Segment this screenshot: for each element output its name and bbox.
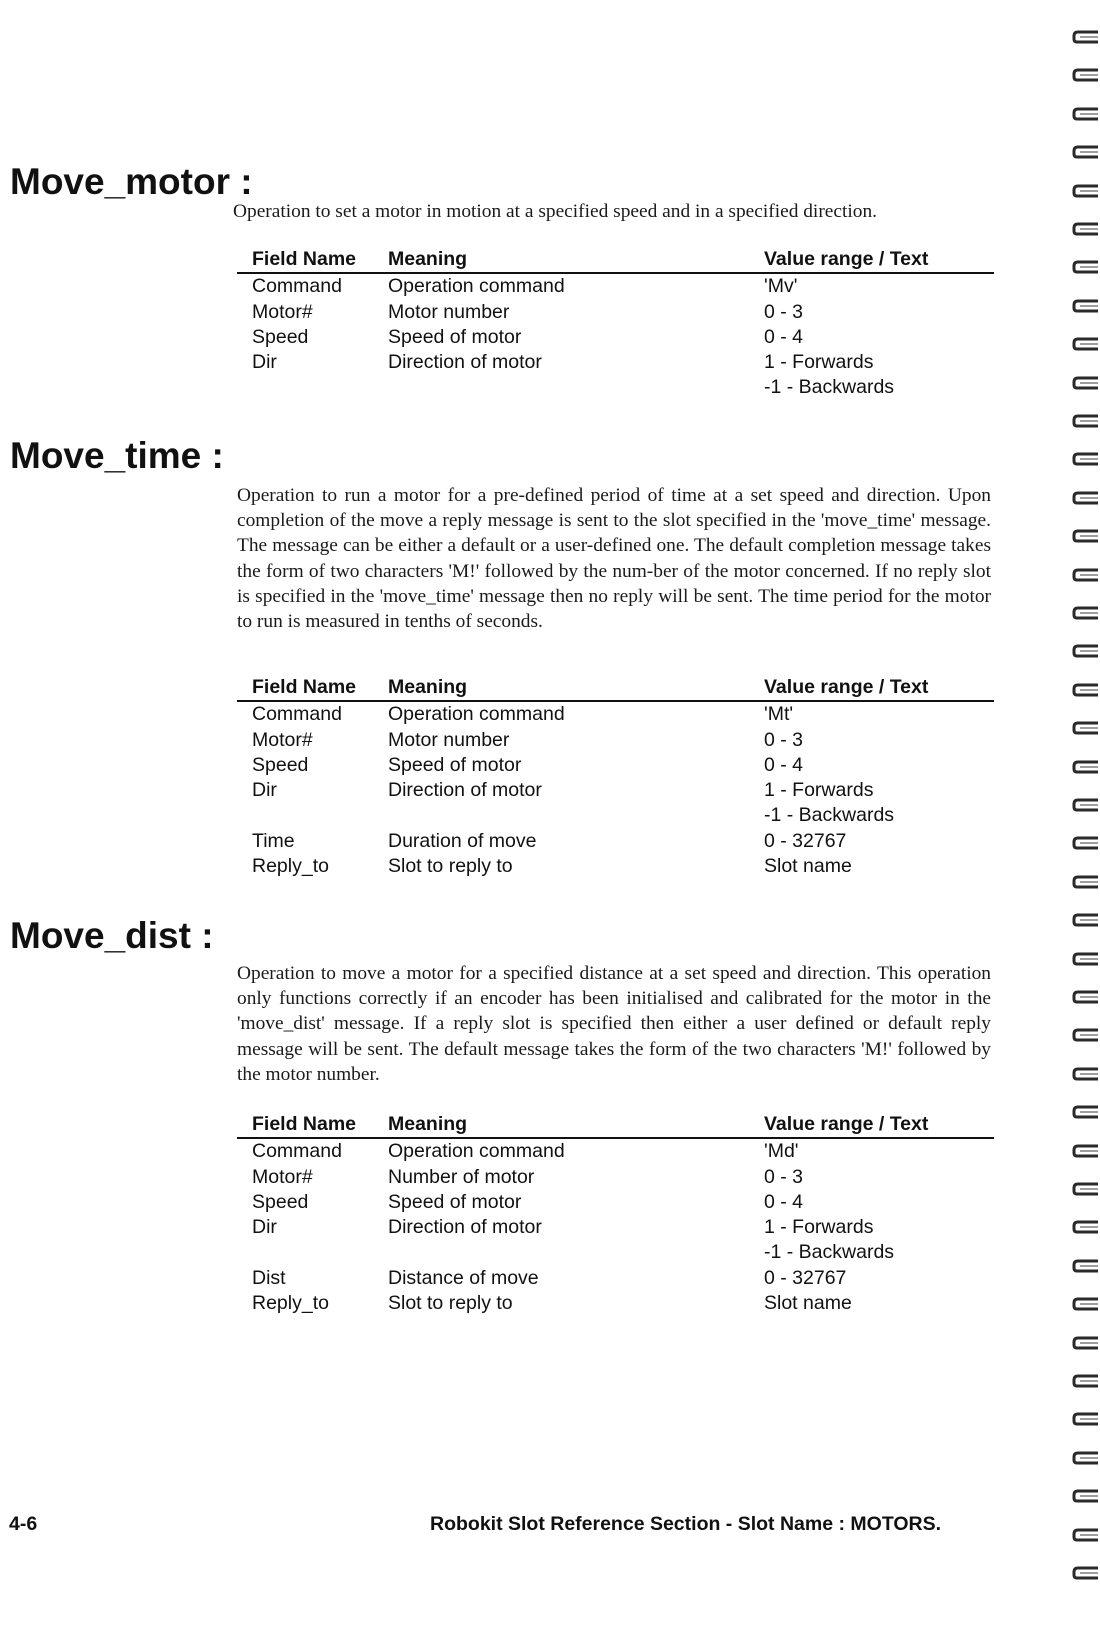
meaning-cell: Motor number — [388, 728, 510, 751]
spiral-binding-ring-icon — [1072, 875, 1098, 889]
value-range-cell: 0 - 32767 — [764, 829, 847, 852]
spiral-binding-ring-icon — [1072, 798, 1098, 812]
meaning-cell: Direction of motor — [388, 779, 542, 802]
section-heading-move-motor: Move_motor : — [10, 161, 253, 202]
spiral-binding-ring-icon — [1072, 1412, 1098, 1426]
value-range-cell: 1 - Forwards — [764, 351, 874, 374]
table-row — [237, 803, 994, 828]
table-row — [237, 854, 994, 879]
value-range-cell: 1 - Forwards — [764, 1216, 874, 1239]
table-row — [237, 829, 994, 854]
spiral-binding-ring-icon — [1072, 1528, 1098, 1542]
meaning-cell: Direction of motor — [388, 1216, 542, 1239]
spiral-binding-ring-icon — [1072, 1259, 1098, 1273]
spiral-binding-ring-icon — [1072, 644, 1098, 658]
value-range-cell: -1 - Backwards — [764, 1241, 895, 1264]
meaning-cell: Distance of move — [388, 1266, 539, 1289]
spiral-binding-ring-icon — [1072, 299, 1098, 313]
field-name-cell: Motor# — [252, 1165, 313, 1188]
field-name-cell: Speed — [252, 753, 309, 776]
field-name-cell: Time — [252, 829, 295, 852]
header-value-range: Value range / Text — [764, 676, 929, 698]
table-row — [237, 1266, 994, 1291]
value-range-cell: 0 - 4 — [764, 753, 804, 776]
meaning-cell: Speed of motor — [388, 753, 522, 776]
header-field-name: Field Name — [252, 1113, 357, 1135]
spiral-binding-ring-icon — [1072, 68, 1098, 82]
section-heading-move-time: Move_time : — [10, 435, 224, 476]
spiral-binding-ring-icon — [1072, 913, 1098, 927]
spiral-binding-ring-icon — [1072, 376, 1098, 390]
table-row — [237, 728, 994, 753]
spiral-binding-ring-icon — [1072, 107, 1098, 121]
value-range-cell: Slot name — [764, 855, 852, 878]
field-table-move-dist — [237, 1112, 994, 1316]
table-row — [237, 702, 994, 727]
field-name-cell: Motor# — [252, 300, 313, 323]
field-name-cell: Speed — [252, 1190, 309, 1213]
table-row — [237, 375, 994, 400]
spiral-binding-ring-icon — [1072, 260, 1098, 274]
spiral-binding-ring-icon — [1072, 414, 1098, 428]
meaning-cell: Operation command — [388, 703, 565, 726]
field-name-cell: Motor# — [252, 728, 313, 751]
table-header-row — [237, 1112, 994, 1137]
spiral-binding-ring-icon — [1072, 1105, 1098, 1119]
table-row — [237, 753, 994, 778]
value-range-cell: -1 - Backwards — [764, 804, 895, 827]
spiral-binding-ring-icon — [1072, 145, 1098, 159]
spiral-binding-ring-icon — [1072, 1182, 1098, 1196]
field-name-cell: Reply_to — [252, 1292, 329, 1315]
spiral-binding-ring-icon — [1072, 990, 1098, 1004]
field-name-cell: Dir — [252, 351, 277, 374]
spiral-binding-ring-icon — [1072, 1297, 1098, 1311]
meaning-cell: Speed of motor — [388, 1190, 522, 1213]
spiral-binding-ring-icon — [1072, 452, 1098, 466]
table-row — [237, 778, 994, 803]
field-name-cell: Dir — [252, 779, 277, 802]
table-row — [237, 274, 994, 299]
field-name-cell: Command — [252, 275, 342, 298]
field-table-move-time — [237, 675, 994, 879]
running-footer-title: Robokit Slot Reference Section - Slot Name : MOTORS. — [430, 1513, 942, 1535]
value-range-cell: 0 - 4 — [764, 325, 804, 348]
spiral-binding-ring-icon — [1072, 760, 1098, 774]
spiral-binding-ring-icon — [1072, 1220, 1098, 1234]
value-range-cell: 0 - 3 — [764, 300, 804, 323]
header-field-name: Field Name — [252, 676, 357, 698]
spiral-binding-ring-icon — [1072, 952, 1098, 966]
meaning-cell: Slot to reply to — [388, 1292, 513, 1315]
meaning-cell: Slot to reply to — [388, 855, 513, 878]
spiral-binding-ring-icon — [1072, 1374, 1098, 1388]
value-range-cell: 0 - 3 — [764, 1165, 804, 1188]
meaning-cell: Direction of motor — [388, 351, 542, 374]
spiral-binding-ring-icon — [1072, 222, 1098, 236]
section-heading-move-dist: Move_dist : — [10, 915, 214, 956]
section-description-move-motor: Operation to set a motor in motion at a specified speed and in a specified direction. — [233, 201, 878, 222]
field-name-cell: Command — [252, 703, 342, 726]
value-range-cell: -1 - Backwards — [764, 376, 895, 399]
spiral-binding-ring-icon — [1072, 30, 1098, 44]
value-range-cell: 'Mv' — [764, 275, 798, 298]
section-description-move-dist: Operation to move a motor for a specified distance at a set speed and direction. This operation only functions correctly if an encoder has been initialised and calibrated for the motor in the 'move_dist' message. If a reply slot is specified then either a user defined or default reply message will be sent. The default message takes the form of the two characters 'M!' followed by the motor number. — [237, 963, 991, 1085]
header-field-name: Field Name — [252, 248, 357, 270]
meaning-cell: Duration of move — [388, 829, 537, 852]
spiral-binding-ring-icon — [1072, 1566, 1098, 1580]
table-row — [237, 1139, 994, 1164]
table-row — [237, 325, 994, 350]
spiral-binding-ring-icon — [1072, 337, 1098, 351]
field-name-cell: Dist — [252, 1266, 286, 1289]
table-row — [237, 1240, 994, 1265]
table-row — [237, 350, 994, 375]
value-range-cell: 1 - Forwards — [764, 779, 874, 802]
meaning-cell: Operation command — [388, 275, 565, 298]
table-row — [237, 1165, 994, 1190]
value-range-cell: 0 - 3 — [764, 728, 804, 751]
field-name-cell: Reply_to — [252, 855, 329, 878]
field-name-cell: Command — [252, 1140, 342, 1163]
table-header-row — [237, 247, 994, 272]
spiral-binding-ring-icon — [1072, 529, 1098, 543]
spiral-binding-ring-icon — [1072, 1489, 1098, 1503]
spiral-binding-ring-icon — [1072, 1451, 1098, 1465]
meaning-cell: Operation command — [388, 1140, 565, 1163]
field-name-cell: Dir — [252, 1216, 277, 1239]
field-name-cell: Speed — [252, 325, 309, 348]
spiral-binding-ring-icon — [1072, 1028, 1098, 1042]
table-row — [237, 1190, 994, 1215]
header-meaning: Meaning — [388, 248, 468, 270]
spiral-binding-ring-icon — [1072, 1336, 1098, 1350]
header-value-range: Value range / Text — [764, 1113, 929, 1135]
spiral-binding-ring-icon — [1072, 836, 1098, 850]
spiral-binding-ring-icon — [1072, 184, 1098, 198]
value-range-cell: 'Mt' — [764, 703, 794, 726]
header-meaning: Meaning — [388, 1113, 468, 1135]
spiral-binding-ring-icon — [1072, 1067, 1098, 1081]
spiral-binding-ring-icon — [1072, 1144, 1098, 1158]
spiral-binding-ring-icon — [1072, 568, 1098, 582]
spiral-binding-ring-icon — [1072, 683, 1098, 697]
section-description-move-time: Operation to run a motor for a pre-defined period of time at a set speed and direction. Upon completion of the move a reply message is sent to the slot specified in the 'move_time' message. The message can be either a default or a user-defined one. The default completion message takes the form of two characters 'M!' followed by the num-ber of the motor concerned. If no reply slot is specified in the 'move_time' message then no reply will be sent. The time period for the motor to run is measured in tenths of seconds. — [237, 485, 991, 633]
value-range-cell: Slot name — [764, 1292, 852, 1315]
spiral-binding — [1068, 0, 1100, 1628]
table-row — [237, 1291, 994, 1316]
field-table-move-motor — [237, 247, 994, 401]
table-header-row — [237, 675, 994, 700]
header-meaning: Meaning — [388, 676, 468, 698]
value-range-cell: 0 - 32767 — [764, 1266, 847, 1289]
spiral-binding-ring-icon — [1072, 491, 1098, 505]
meaning-cell: Motor number — [388, 300, 510, 323]
value-range-cell: 'Md' — [764, 1140, 799, 1163]
meaning-cell: Speed of motor — [388, 325, 522, 348]
page-number: 4-6 — [9, 1513, 38, 1535]
table-row — [237, 1215, 994, 1240]
spiral-binding-ring-icon — [1072, 606, 1098, 620]
meaning-cell: Number of motor — [388, 1165, 535, 1188]
spiral-binding-ring-icon — [1072, 721, 1098, 735]
value-range-cell: 0 - 4 — [764, 1190, 804, 1213]
header-value-range: Value range / Text — [764, 248, 929, 270]
table-row — [237, 300, 994, 325]
